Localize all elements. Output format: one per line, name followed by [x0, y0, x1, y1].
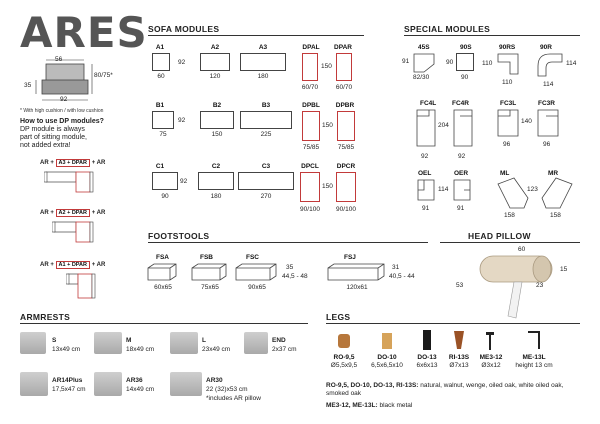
footstool-fsa [146, 262, 180, 282]
armrest-size: 13x49 cm [52, 346, 81, 353]
module-label: A1 [155, 44, 165, 51]
armrest-ar30-image [170, 372, 202, 396]
module-label: A3 [258, 44, 268, 51]
special-dim: 114 [566, 60, 577, 67]
module-width: 75 [159, 131, 167, 138]
leg-size: 6x6x13 [416, 362, 438, 369]
ex-combo: A1 + DPAR [56, 261, 90, 269]
module-depth: 92 [178, 59, 186, 66]
special-label: FC3L [500, 100, 517, 107]
special-mr [540, 176, 576, 210]
leg-do13-icon [423, 330, 431, 350]
special-label: FC4R [452, 100, 469, 107]
special-dim: 92 [458, 153, 466, 160]
ex-label: AR [40, 262, 49, 268]
module-a2 [200, 53, 230, 71]
special-90s [456, 53, 474, 71]
module-a3 [240, 53, 286, 71]
special-dim: 158 [504, 212, 515, 219]
special-dim: 110 [482, 60, 493, 67]
leg-size: 6,5x6,5x10 [371, 362, 403, 369]
dp-module-left [302, 111, 320, 141]
module-width: 60 [157, 73, 165, 80]
module-b1 [152, 111, 174, 129]
special-dim: 123 [527, 186, 538, 193]
module-width: 90 [161, 193, 169, 200]
armrests-heading: ARMRESTS [20, 312, 71, 322]
special-label: 90RS [499, 44, 516, 51]
module-width: 225 [260, 131, 272, 138]
special-label: OER [454, 170, 469, 177]
module-c2 [198, 172, 234, 190]
legs-note-models: RO-9,5, DO-10, DO-13, RI-13S: [326, 382, 419, 389]
ex-plus: + [50, 160, 54, 166]
dp-label: DPAL [302, 44, 320, 51]
ex-label: AR [96, 160, 106, 166]
leg-name: RO-9,5 [333, 354, 355, 361]
special-dim: 82/30 [413, 74, 430, 81]
armrest-note: *includes AR pillow [206, 395, 261, 402]
leg-me312-icon [485, 330, 495, 352]
leg-size: Ø3x12 [481, 362, 501, 369]
dp-module-left [302, 53, 318, 81]
special-label: FC3R [538, 100, 555, 107]
dim-depth: 92 [60, 96, 68, 103]
dim-height: 80/75* [94, 72, 113, 79]
special-modules-heading: SPECIAL MODULES [404, 24, 491, 34]
sofa-modules-heading: SOFA MODULES [148, 24, 220, 34]
ex-plus: + [91, 160, 96, 166]
special-dim: 91 [402, 58, 410, 65]
dp-width: 75/85 [337, 144, 355, 151]
ex-label: AR [96, 262, 106, 268]
ex-plus: + [91, 262, 96, 268]
dp-width: 90/100 [336, 206, 356, 213]
head-pillow-drawing [470, 254, 556, 324]
armrest-name: M [126, 337, 132, 344]
armrest-size: 22 (32)x53 cm [206, 386, 248, 393]
special-label: OEL [418, 170, 432, 177]
pillow-length: 60 [518, 246, 526, 253]
special-dim: 114 [438, 186, 449, 193]
dp-width: 60/70 [301, 84, 319, 91]
module-c3 [238, 172, 294, 190]
footstool-height-leg: 44,5 - 48 [282, 273, 308, 280]
module-label: B2 [212, 102, 222, 109]
special-fc3l [496, 108, 520, 138]
cushion-note: * With high cushion / with low cushion [20, 108, 104, 114]
page-title: ARES [20, 8, 148, 57]
leg-size: Ø7x13 [449, 362, 469, 369]
pillow-depth: 23 [536, 282, 544, 289]
dp-module-left [300, 172, 320, 202]
legs-rule [326, 323, 580, 324]
special-oel [416, 178, 436, 202]
special-label: 45S [418, 44, 430, 51]
module-depth: 92 [180, 178, 188, 185]
leg-name: ME-13L [522, 354, 546, 361]
special-dim: 140 [521, 118, 532, 125]
special-45s [412, 52, 438, 74]
armrest-size: 2x37 cm [272, 346, 297, 353]
ex-combo: A2 + DPAR [56, 209, 90, 217]
legs-heading: LEGS [326, 312, 351, 322]
armrest-name: S [52, 337, 57, 344]
head-pillow-heading: HEAD PILLOW [468, 231, 531, 241]
footstool-height: 31 [392, 264, 400, 271]
howto-block [20, 118, 130, 150]
special-fc3r [536, 108, 560, 138]
footstool-label: FSB [200, 254, 213, 261]
armrest-ar36-image [94, 372, 122, 396]
special-label: 90S [460, 44, 472, 51]
module-width: 270 [260, 193, 272, 200]
dp-label: DPAR [334, 44, 352, 51]
legs-note2-finishes: black metal [377, 402, 413, 409]
howto-line-1: DP module is always [20, 126, 85, 133]
module-label: C3 [261, 163, 271, 170]
dp-label: DPCR [336, 163, 356, 170]
ex-combo: A3 + DPAR [56, 159, 90, 167]
leg-size: Ø5,5x9,5 [330, 362, 358, 369]
legs-note2-models: ME3-12, ME-13L: [326, 402, 378, 409]
special-oer [452, 178, 472, 202]
ex-plus: + [50, 210, 54, 216]
armrests-rule [20, 323, 308, 324]
module-depth: 92 [178, 117, 186, 124]
special-label: 90R [540, 44, 552, 51]
howto-line-3: not added extra! [20, 142, 71, 149]
pillow-height: 15 [560, 266, 568, 273]
special-dim: 96 [503, 141, 511, 148]
special-dim: 90 [461, 74, 469, 81]
footstool-height-leg: 40,5 - 44 [389, 273, 415, 280]
dp-width: 90/100 [300, 206, 320, 213]
footstool-size: 120x61 [346, 284, 368, 291]
footstool-size: 60x65 [154, 284, 172, 291]
ex-label: AR [96, 210, 106, 216]
special-dim: 90 [446, 59, 454, 66]
leg-name: ME3-12 [479, 354, 503, 361]
dp-height: 150 [322, 122, 333, 129]
dp-height: 150 [321, 63, 332, 70]
leg-do10-icon [382, 333, 392, 349]
leg-ri13s-icon [452, 329, 466, 351]
special-fc4r [452, 108, 474, 148]
legs-note-finishes: natural, walnut, wenge, oiled oak, white oiled oak, smoked oak [326, 382, 564, 397]
special-dim: 204 [438, 122, 449, 129]
example-3-drawing [66, 272, 102, 302]
dim-top: 56 [55, 56, 63, 63]
armrest-name: END [272, 337, 286, 344]
pillow-total: 53 [456, 282, 464, 289]
special-90r [536, 52, 566, 78]
footstool-size: 90x65 [248, 284, 266, 291]
dim-seat: 35 [24, 82, 32, 89]
module-label: C1 [155, 163, 165, 170]
sofa-side-drawing [18, 58, 128, 108]
leg-name: RI-13S [448, 354, 470, 361]
special-dim: 114 [543, 81, 554, 88]
dp-width: 75/85 [302, 144, 320, 151]
leg-size: height 13 cm [515, 362, 553, 369]
ex-plus: + [50, 262, 54, 268]
module-c1 [152, 172, 178, 190]
armrest-size: 23x49 cm [202, 346, 231, 353]
special-dim: 158 [550, 212, 561, 219]
footstool-fsj [326, 262, 388, 282]
ex-plus: + [91, 210, 96, 216]
footstool-label: FSJ [344, 254, 356, 261]
footstools-heading: FOOTSTOOLS [148, 231, 210, 241]
armrest-end-image [244, 332, 268, 354]
armrest-ar14plus-image [20, 372, 48, 396]
special-fc4l [415, 108, 437, 148]
armrest-s-image [20, 332, 46, 354]
leg-me13l-icon [526, 330, 542, 352]
module-label: A2 [210, 44, 220, 51]
module-label: C2 [211, 163, 221, 170]
armrest-size: 14x49 cm [126, 386, 155, 393]
armrest-name: AR36 [126, 377, 143, 384]
dp-module-right [336, 172, 356, 202]
howto-line-2: part of sitting module, [20, 134, 87, 141]
armrest-size: 18x49 cm [126, 346, 155, 353]
leg-ro-icon [338, 334, 350, 348]
armrest-name: AR14Plus [52, 377, 83, 384]
footstool-size: 75x65 [201, 284, 219, 291]
footstool-height: 35 [286, 264, 294, 271]
footstool-label: FSC [246, 254, 259, 261]
special-dim: 91 [457, 205, 465, 212]
armrest-name: L [202, 337, 206, 344]
dp-height: 150 [322, 183, 333, 190]
legs-metal-note [326, 402, 582, 410]
armrest-l-image [170, 332, 198, 354]
module-width: 180 [210, 193, 222, 200]
dp-module-right [337, 111, 355, 141]
module-width: 150 [211, 131, 223, 138]
special-dim: 96 [543, 141, 551, 148]
special-label: MR [548, 170, 559, 177]
sofa-rule [148, 35, 364, 36]
ex-label: AR [40, 160, 49, 166]
howto-title: How to use DP modules? [20, 118, 104, 125]
special-dim: 92 [421, 153, 429, 160]
dp-module-right [336, 53, 352, 81]
armrest-name: AR30 [206, 377, 223, 384]
module-width: 180 [257, 73, 269, 80]
module-label: B3 [261, 102, 271, 109]
pillow-rule [440, 242, 580, 243]
special-label: ML [500, 170, 510, 177]
armrest-m-image [94, 332, 122, 354]
dp-label: DPBR [335, 102, 355, 109]
special-ml [494, 176, 530, 210]
module-b2 [200, 111, 234, 129]
dp-label: DPBL [302, 102, 320, 109]
special-rule [404, 35, 580, 36]
example-1-drawing [44, 170, 104, 194]
dp-width: 60/70 [335, 84, 353, 91]
special-dim: 91 [422, 205, 430, 212]
footstool-fsb [190, 262, 230, 282]
module-label: B1 [155, 102, 165, 109]
module-a1 [152, 53, 170, 71]
special-90rs [496, 52, 522, 76]
dp-label: DPCL [301, 163, 319, 170]
armrest-size: 17,5x47 cm [52, 386, 86, 393]
module-b3 [240, 111, 292, 129]
example-2-drawing [52, 220, 102, 244]
footstool-fsc [234, 262, 280, 282]
special-dim: 110 [502, 79, 513, 86]
footstools-rule [148, 242, 428, 243]
module-width: 120 [209, 73, 221, 80]
footstool-label: FSA [156, 254, 169, 261]
leg-name: DO-10 [377, 354, 397, 361]
ex-label: AR [40, 210, 49, 216]
special-label: FC4L [420, 100, 437, 107]
legs-finish-note [326, 382, 582, 398]
leg-name: DO-13 [417, 354, 437, 361]
